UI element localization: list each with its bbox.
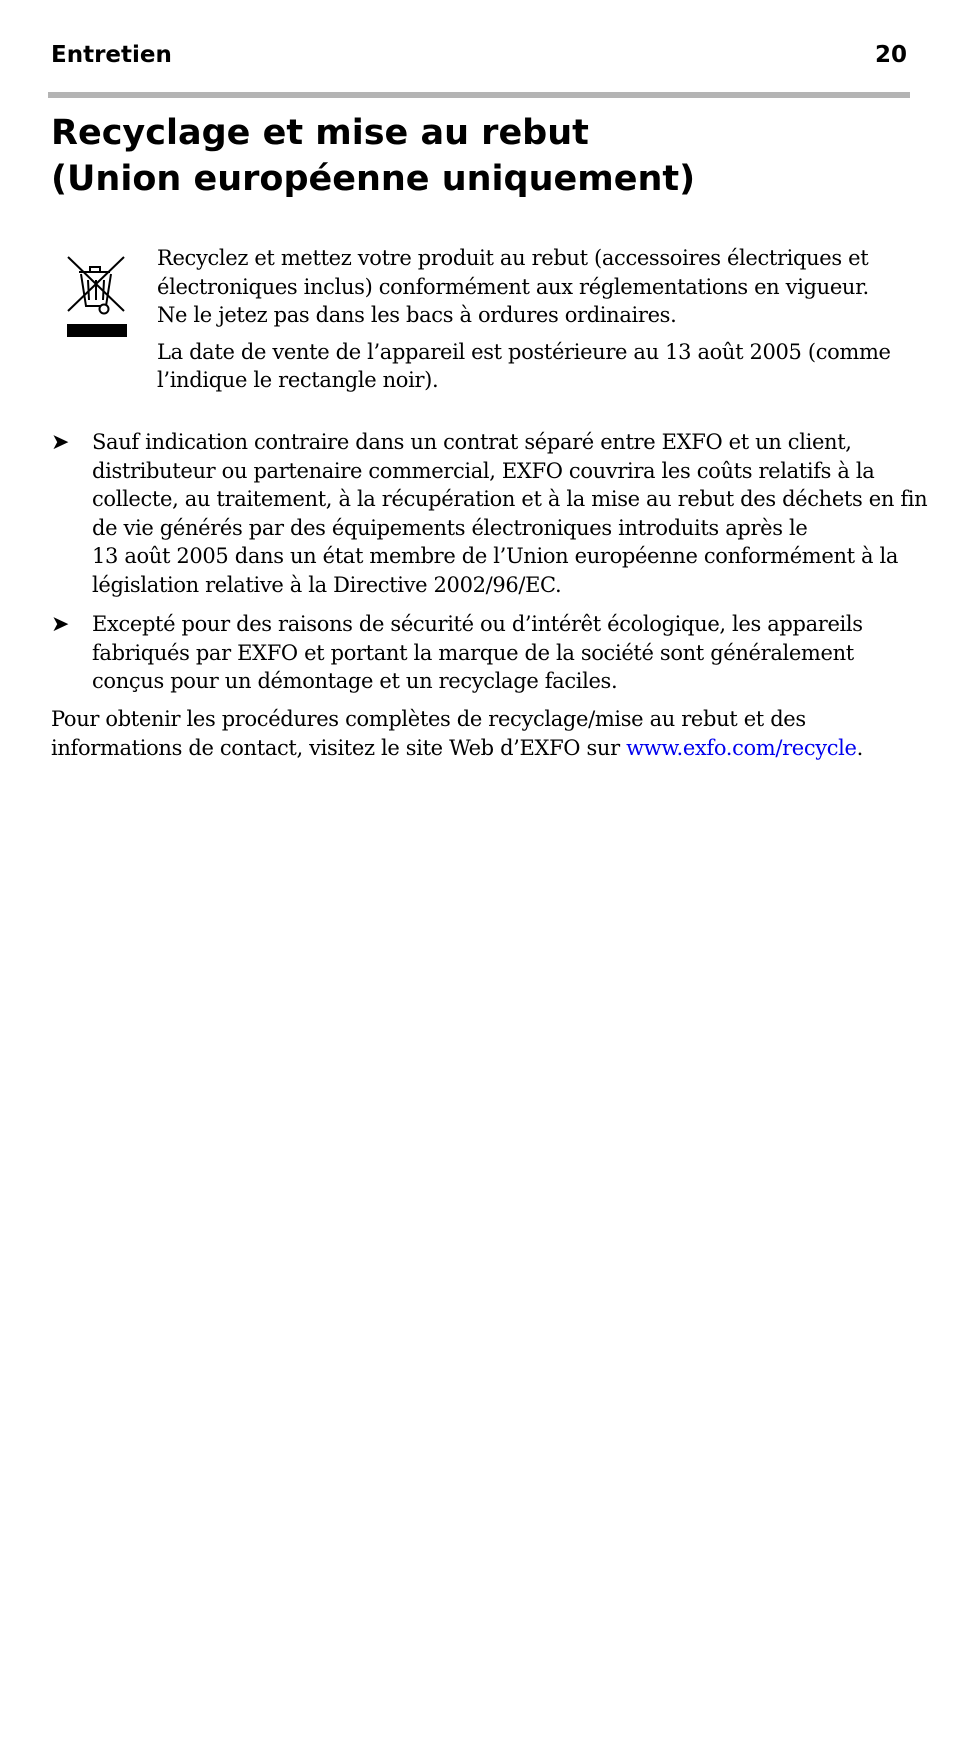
list-item [51, 610, 911, 696]
notice-paragraph-date [157, 338, 917, 395]
running-header [51, 42, 907, 72]
text-line: Excepté pour des raisons de sécurité ou d’intérêt écologique, les appareils [92, 612, 863, 636]
page-title-line-2: (Union européenne uniquement) [51, 159, 696, 199]
text-line: Sauf indication contraire dans un contrat séparé entre EXFO et un client, [92, 430, 852, 454]
text-line: législation relative à la Directive 2002/96/EC. [92, 572, 562, 597]
closing-paragraph [51, 705, 911, 762]
page-number: 20 [874, 42, 907, 68]
section-name: Entretien [51, 42, 172, 68]
bullet-list [51, 428, 928, 696]
text-line: Pour obtenir les procédures complètes de recyclage/mise au rebut et des [51, 707, 806, 731]
text-line: distributeur ou partenaire commercial, EXFO couvrira les coûts relatifs à la [92, 458, 875, 483]
crossed-out-wheelie-bin-icon [66, 250, 128, 338]
text-line: électroniques inclus) conformément aux réglementations en vigueur. [157, 274, 869, 299]
text-line: Recyclez et mettez votre produit au rebut (accessoires électriques et [157, 246, 869, 270]
text-line [51, 734, 911, 763]
notice-paragraph-disposal [157, 244, 917, 330]
text-line: de vie générés par des équipements électroniques introduits après le [92, 515, 808, 540]
page-title [51, 110, 911, 202]
list-item [51, 428, 928, 599]
text-line: La date de vente de l’appareil est postérieure au 13 août 2005 (comme [157, 339, 891, 364]
recycle-link[interactable]: www.exfo.com/recycle [626, 735, 857, 760]
arrow-bullet-icon: ➤ [51, 430, 70, 455]
text-line: l’indique le rectangle noir). [157, 368, 439, 392]
text-line: fabriqués par EXFO et portant la marque de la société sont généralement [92, 640, 854, 665]
text-line: conçus pour un démontage et un recyclage faciles. [92, 669, 618, 693]
arrow-bullet-icon: ➤ [51, 612, 70, 637]
weee-notice [157, 244, 917, 395]
closing-text: informations de contact, visitez le site Web d’EXFO sur [51, 735, 627, 760]
text-line: collecte, au traitement, à la récupération et à la mise au rebut des déchets en fin [92, 487, 928, 511]
text-line: Ne le jetez pas dans les bacs à ordures ordinaires. [157, 303, 677, 327]
page-title-line-1: Recyclage et mise au rebut [51, 113, 589, 153]
header-rule [48, 92, 910, 98]
text-line: 13 août 2005 dans un état membre de l’Union européenne conformément à la [92, 544, 899, 568]
closing-period: . [856, 735, 863, 760]
